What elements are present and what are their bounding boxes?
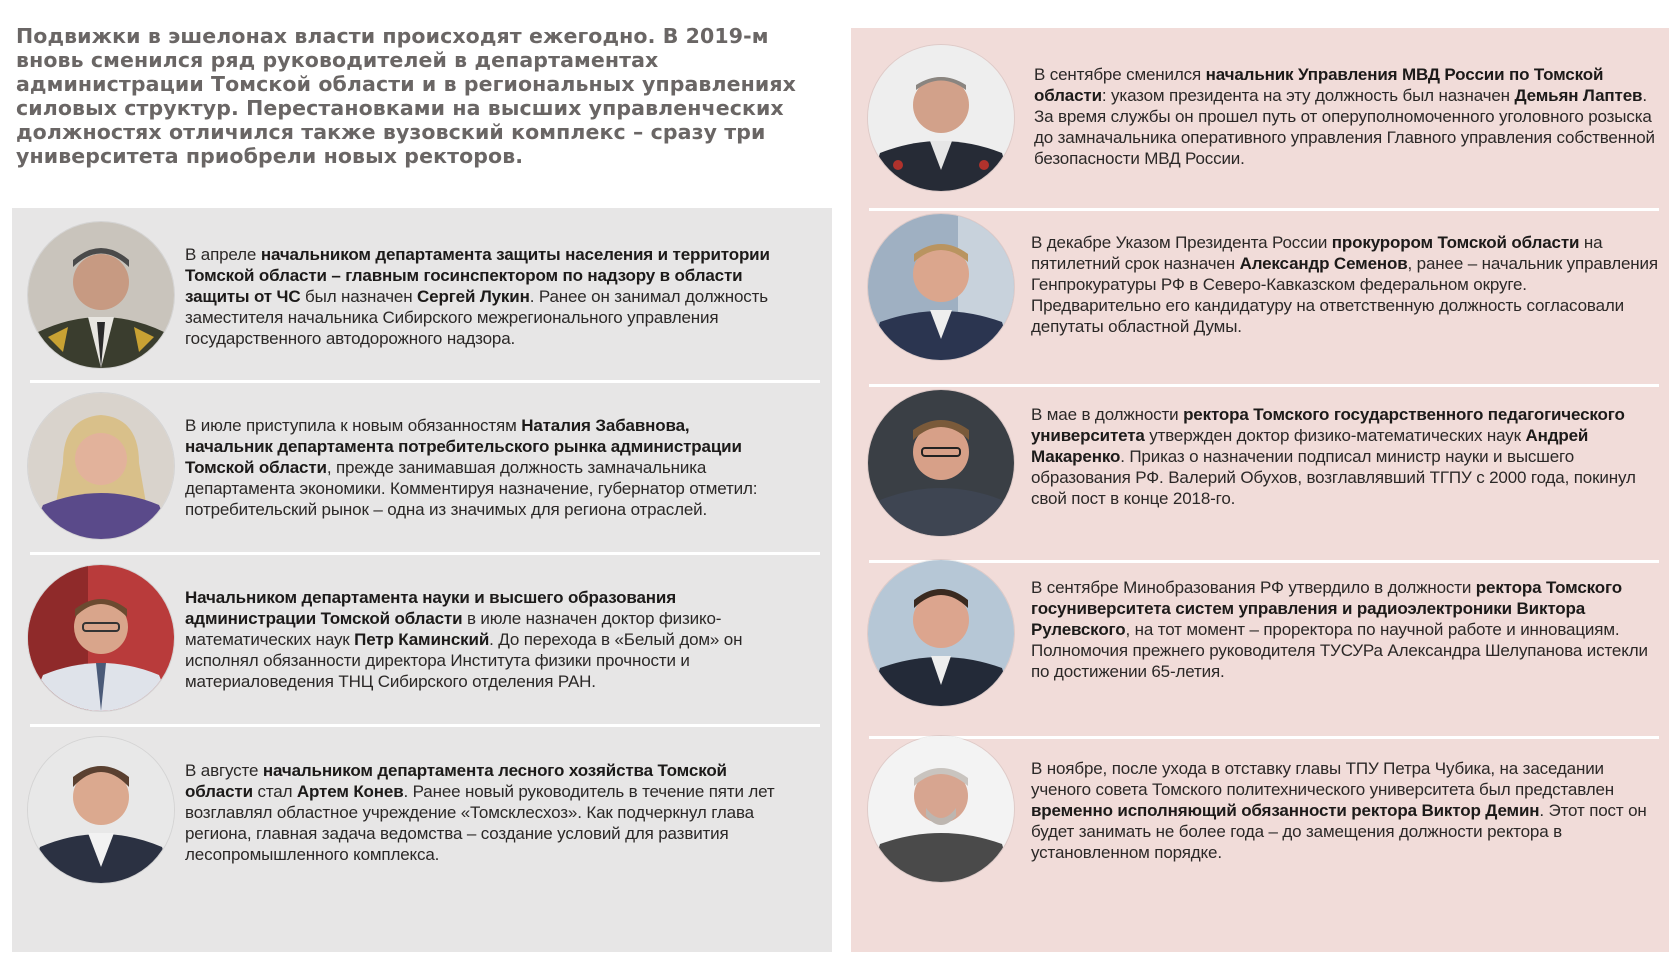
body-text: . Приказ о назначении подписал министр науки и высшего образования РФ. Валерий Обухов, возглавлявший ТГПУ с 2000 года, покинул свой пост в конце 2018-го. <box>1031 447 1636 508</box>
bold-text: временно исполняющий обязанности ректора Виктор Демин <box>1031 801 1540 820</box>
entry-text <box>1031 758 1659 863</box>
divider <box>30 552 820 555</box>
body-text: В июле приступила к новым обязанностям <box>185 416 522 435</box>
bold-text: Александр Семенов <box>1239 254 1408 273</box>
body-text: . Ранее он занимал должность заместителя начальника Сибирского межрегионального управления государственного автодорожного надзора. <box>185 287 768 348</box>
body-text: , на тот момент – проректора по научной работе и инновациям. Полномочия прежнего руководителя ТУСУРа Александра Шелупанова истекли по достижении 65-летия. <box>1031 620 1648 681</box>
bold-text: прокурором Томской области <box>1331 233 1580 252</box>
body-text: . До перехода в «Белый дом» он исполнял обязанности директора Института физики прочности и материаловедения ТНЦ Сибирского отделения РАН. <box>185 630 743 691</box>
body-text: В мае в должности <box>1031 405 1184 424</box>
portrait-photo <box>28 393 174 539</box>
bold-text: Андрей Макаренко <box>1031 426 1589 466</box>
bold-text: ректора Томского госуниверситета систем управления и радиоэлектроники Виктора Рулевского <box>1031 578 1622 639</box>
portrait-photo <box>868 736 1014 882</box>
body-text: , ранее – начальник управления Генпрокуратуры РФ в Северо-Кавказском федеральном округе. Предварительно его кандидатуру на ответственную должность согласовали депутаты областной Думы. <box>1031 254 1658 336</box>
body-text: В сентябре Минобразования РФ утвердило в должности <box>1031 578 1476 597</box>
divider <box>869 736 1659 739</box>
bold-text: начальник Управления МВД России по Томской области <box>1034 65 1604 105</box>
body-text: утвержден доктор физико-математических наук <box>1144 426 1526 445</box>
divider <box>30 724 820 727</box>
body-text: в июле назначен доктор физико-математических наук <box>185 609 722 649</box>
entry-text <box>185 587 777 692</box>
portrait-photo <box>28 222 174 368</box>
body-text: . За время службы он прошел путь от оперуполномоченного уголовного розыска до замначальника оперативного управления Главного управления собственной безопасности МВД России. <box>1034 86 1655 168</box>
entry-text <box>185 244 777 349</box>
bold-text: Сергей Лукин <box>417 287 530 306</box>
entry-text <box>185 760 777 865</box>
body-text: В сентябре сменился <box>1034 65 1206 84</box>
bold-text: Начальником департамента науки и высшего образования администрации Томской области <box>185 588 676 628</box>
entry-text <box>1034 64 1659 169</box>
portrait-photo <box>868 214 1014 360</box>
entry-text <box>1031 232 1659 337</box>
portrait-photo <box>28 565 174 711</box>
portrait-photo <box>28 737 174 883</box>
body-text: В ноябре, после ухода в отставку главы ТПУ Петра Чубика, на заседании ученого совета Томского политехнического университета был представлен <box>1031 759 1615 799</box>
bold-text: начальником департамента лесного хозяйства Томской области <box>185 761 727 801</box>
entry-text <box>185 415 777 520</box>
bold-text: Петр Каминский <box>354 630 490 649</box>
body-text: В августе <box>185 761 263 780</box>
body-text: был назначен <box>300 287 418 306</box>
body-text: . Ранее новый руководитель в течение пяти лет возглавлял областное учреждение «Томсклесхоз». Как подчеркнул глава региона, главная задача ведомства – создание условий для развития лесопромышленного комплекса. <box>185 782 775 864</box>
entry-text <box>1031 577 1659 682</box>
portrait-photo <box>868 45 1014 191</box>
bold-text: Наталия Забавнова, начальник департамента потребительского рынка администрации Томской области <box>185 416 742 477</box>
divider <box>869 560 1659 563</box>
body-text: , прежде занимавшая должность замначальника департамента экономики. Комментируя назначение, губернатор отметил: потребительский рынок – одна из значимых для региона отраслей. <box>185 458 758 519</box>
body-text: на пятилетний срок назначен <box>1031 233 1603 273</box>
divider <box>869 208 1659 211</box>
body-text: : указом президента на эту должность был назначен <box>1101 86 1515 105</box>
divider <box>30 380 820 383</box>
intro-paragraph: Подвижки в эшелонах власти происходят ежегодно. В 2019-м вновь сменился ряд руководителей в департаментах администрации Томской области и в региональных управлениях силовых структур. Перестановками на высших управленческих должностях отличился также вузовский комплекс – сразу три университета приобрели новых ректоров. <box>16 24 796 168</box>
divider <box>869 384 1659 387</box>
portrait-photo <box>868 560 1014 706</box>
bold-text: Артем Конев <box>296 782 404 801</box>
portrait-photo <box>868 390 1014 536</box>
right-column <box>851 28 1669 952</box>
bold-text: Демьян Лаптев <box>1514 86 1643 105</box>
left-column <box>12 208 832 952</box>
body-text: В декабре Указом Президента России <box>1031 233 1332 252</box>
body-text: . Этот пост он будет занимать не более года – до замещения должности ректора в установленном порядке. <box>1031 801 1647 862</box>
bold-text: ректора Томского государственного педагогического университета <box>1031 405 1625 445</box>
body-text: В апреле <box>185 245 261 264</box>
bold-text: начальником департамента защиты населения и территории Томской области – главным госинспектором по надзору в области защиты от ЧС <box>185 245 770 306</box>
body-text: стал <box>252 782 297 801</box>
entry-text <box>1031 404 1659 509</box>
